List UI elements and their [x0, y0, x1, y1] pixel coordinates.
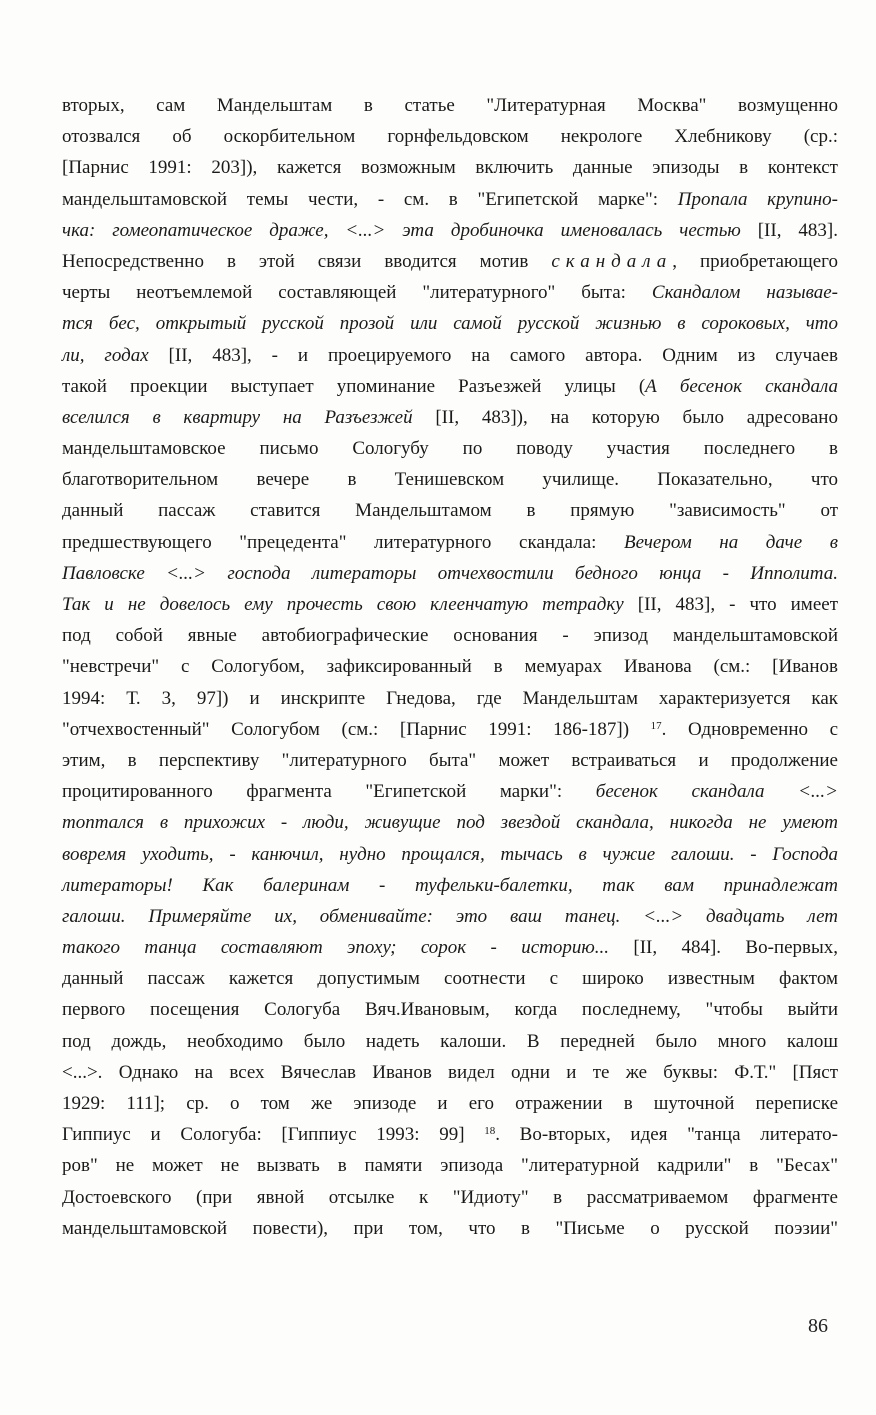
italic-quote: топтался в прихожих - люди, живущие под звездой скандала, никогда не умеют [62, 812, 838, 834]
italic-quote: вселился в квартиру на Разъезжей [62, 406, 413, 428]
footnote-ref: 17 [650, 719, 662, 732]
text-line [62, 1057, 838, 1088]
text-run: ров" не может не вызвать в памяти эпизода "литературной кадрили" в "Бесах" [62, 1155, 838, 1177]
text-line [62, 1150, 838, 1181]
text-line [62, 527, 838, 558]
text-line [62, 620, 838, 651]
text-run: , приобретающего [672, 250, 838, 272]
italic-quote: Павловске <...> господа литераторы отчехвостили бедного юнца - Ипполита. [62, 562, 838, 584]
text-line [62, 215, 838, 246]
text-line [62, 464, 838, 495]
text-line [62, 308, 838, 339]
italic-quote: Пропала крупино- [677, 188, 838, 210]
text-line [62, 963, 838, 994]
italic-quote: литераторы! Как балеринам - туфельки-балетки, так вам принадлежат [62, 874, 838, 896]
text-line [62, 1088, 838, 1119]
text-run: [II, 483]), на которую было адресовано [412, 406, 838, 428]
text-run: первого посещения Сологуба Вяч.Ивановым, когда последнему, "чтобы выйти [62, 999, 838, 1021]
text-line [62, 870, 838, 901]
text-line [62, 558, 838, 589]
text-line [62, 277, 838, 308]
italic-quote: галоши. Примеряйте их, обменивайте: это ваш танец. <...> двадцать лет [62, 905, 838, 927]
text-line [62, 402, 838, 433]
italic-quote: Скандалом называе- [651, 282, 838, 304]
text-line [62, 90, 838, 121]
italic-quote: ли, годах [62, 344, 149, 366]
text-run: "отчехвостенный" Сологубом (см.: [Парнис 1991: 186-187]) [62, 718, 651, 740]
text-line [62, 807, 838, 838]
text-run: [II, 484]. Во-первых, [609, 937, 838, 959]
spaced-emphasis: скандала [551, 250, 673, 272]
text-run: Достоевского (при явной отсылке к "Идиоту" в рассматриваемом фрагменте [62, 1186, 838, 1208]
italic-quote: тся бес, открытый русской прозой или самой русской жизнью в сороковых, что [62, 313, 838, 335]
text-line [62, 776, 838, 807]
text-run: мандельштамовской темы чести, - см. в "Египетской марке": [62, 188, 678, 210]
text-run: мандельштамовское письмо Сологубу по поводу участия последнего в [62, 438, 838, 460]
text-line [62, 589, 838, 620]
text-run: . Одновременно с [661, 718, 839, 740]
text-run: [II, 483], - что имеет [623, 594, 839, 615]
text-run: такой проекции выступает упоминание Разъезжей улицы ( [62, 375, 646, 397]
text-run: предшествующего "прецедента" литературного скандала: [62, 531, 625, 553]
text-line [62, 683, 838, 714]
text-run: [II, 483]. [740, 219, 838, 241]
text-run: "невстречи" с Сологубом, зафиксированный в мемуарах Иванова (см.: [Иванов [62, 656, 838, 678]
text-line [62, 495, 838, 526]
italic-quote: такого танца составляют эпоху; сорок - историю... [62, 937, 610, 959]
text-line [62, 901, 838, 932]
text-line [62, 340, 838, 371]
text-run: отозвался об оскорбительном горнфельдовском некрологе Хлебникову (ср.: [62, 126, 838, 148]
text-line [62, 1182, 838, 1213]
text-line [62, 433, 838, 464]
italic-quote: бесенок скандала <...> [595, 781, 838, 803]
text-line [62, 651, 838, 682]
text-line [62, 371, 838, 402]
text-line [62, 745, 838, 776]
text-line [62, 994, 838, 1025]
text-run: благотворительном вечере в Тенишевском училище. Показательно, что [62, 469, 838, 491]
italic-quote: чка: гомеопатическое драже, <...> эта дробиночка именовалась честью [62, 219, 741, 241]
text-run: процитированного фрагмента "Египетской марки": [62, 781, 596, 803]
text-line [62, 152, 838, 183]
text-line [62, 714, 838, 745]
text-run: черты неотъемлемой составляющей "литературного" быта: [62, 282, 652, 304]
text-run: Гиппиус и Сологуба: [Гиппиус 1993: 99] [62, 1124, 485, 1146]
text-line [62, 184, 838, 215]
italic-quote: Вечером на даче в [624, 531, 838, 553]
text-run: . Во-вторых, идея "танца литерато- [495, 1124, 838, 1146]
text-line [62, 932, 838, 963]
text-run: этим, в перспективу "литературного быта" может встраиваться и продолжение [62, 749, 838, 771]
text-run: под дождь, необходимо было надеть калоши. В передней было много калош [62, 1030, 838, 1052]
text-line [62, 1026, 838, 1057]
text-run: 1929: 111]; ср. о том же эпизоде и его отражении в шуточной переписке [62, 1093, 838, 1114]
italic-quote: Так и не довелось ему прочесть свою клеенчатую тетрадку [62, 594, 624, 615]
page-number: 86 [808, 1315, 828, 1337]
text-run: [Парнис 1991: 203]), кажется возможным включить данные эпизоды в контекст [62, 157, 838, 179]
body-text [62, 90, 838, 1244]
text-line [62, 246, 838, 277]
text-run: под собой явные автобиографические основания - эпизод мандельштамовской [62, 625, 838, 647]
text-run: 1994: Т. 3, 97]) и инскрипте Гнедова, где Мандельштам характеризуется как [62, 687, 838, 709]
text-line [62, 121, 838, 152]
text-run: вторых, сам Мандельштам в статье "Литературная Москва" возмущенно [62, 95, 838, 116]
text-run: [II, 483], - и проецируемого на самого автора. Одним из случаев [148, 344, 839, 366]
text-run: данный пассаж ставится Мандельштамом в прямую "зависимость" от [62, 500, 838, 522]
italic-quote: вовремя уходить, - канючил, нудно прощался, тычась в чужие галоши. - Господа [62, 843, 838, 865]
text-line [62, 1119, 838, 1150]
text-line [62, 1213, 838, 1244]
text-run: <...>. Однако на всех Вячеслав Иванов видел одни и те же буквы: Ф.Т." [Пяст [62, 1061, 838, 1083]
italic-quote: А бесенок скандала [645, 375, 838, 397]
text-run: Непосредственно в этой связи вводится мотив [62, 250, 552, 272]
text-run: данный пассаж кажется допустимым соотнести с широко известным фактом [62, 968, 838, 990]
text-run: мандельштамовской повести), при том, что в "Письме о русской поэзии" [62, 1217, 838, 1239]
footnote-ref: 18 [484, 1125, 496, 1138]
text-line [62, 839, 838, 870]
